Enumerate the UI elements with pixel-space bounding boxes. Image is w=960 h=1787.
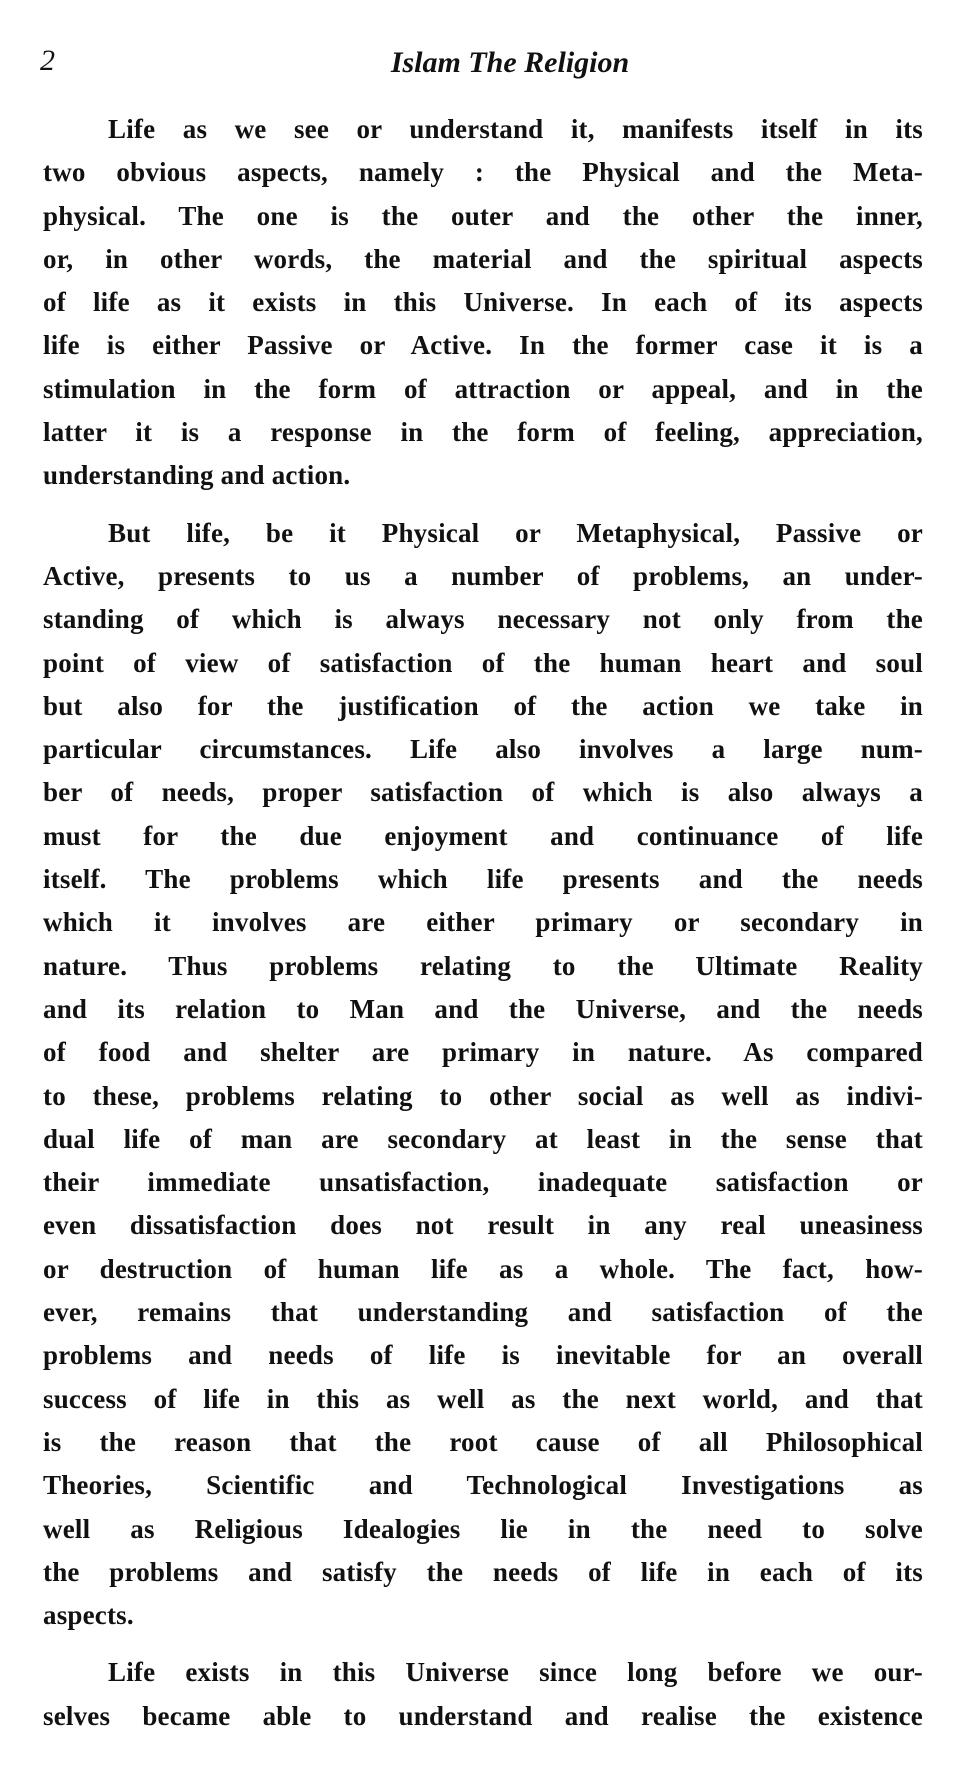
text-line: their immediate unsatisfaction, inadequate satisfaction or	[43, 1167, 923, 1198]
text-line: latter it is a response in the form of feeling, appreciation,	[43, 417, 923, 448]
text-line: ber of needs, proper satisfaction of which is also always a	[43, 777, 923, 808]
text-line: well as Religious Idealogies lie in the need to solve	[43, 1513, 923, 1544]
text-line: and its relation to Man and the Universe, and the needs	[43, 993, 923, 1024]
text-line: particular circumstances. Life also involves a large num-	[43, 734, 923, 765]
paragraph-3	[43, 1651, 923, 1738]
text-line: Life as we see or understand it, manifests itself in its	[108, 114, 923, 144]
body-text	[43, 108, 923, 1752]
text-line: point of view of satisfaction of the human heart and soul	[43, 647, 923, 678]
text-line: Theories, Scientific and Technological Investigations as	[43, 1470, 923, 1501]
page-header	[40, 44, 920, 84]
text-line: Life exists in this Universe since long before we our-	[108, 1657, 923, 1688]
text-line: physical. The one is the outer and the other the inner,	[43, 200, 923, 231]
text-line: is the reason that the root cause of all Philosophical	[43, 1426, 923, 1457]
text-line: ever, remains that understanding and satisfaction of the	[43, 1297, 923, 1328]
text-line: to these, problems relating to other social as well as indivi-	[43, 1080, 923, 1111]
text-line: standing of which is always necessary not only from the	[43, 604, 923, 635]
text-line: selves became able to understand and realise the existence	[43, 1700, 923, 1731]
text-line: life is either Passive or Active. In the former case it is a	[43, 330, 923, 361]
paragraph-2	[43, 512, 923, 1638]
text-line: problems and needs of life is inevitable for an overall	[43, 1340, 923, 1371]
text-line: of life as it exists in this Universe. In each of its aspects	[43, 287, 923, 318]
running-title: Islam The Religion	[390, 46, 630, 79]
text-line: itself. The problems which life presents and the needs	[43, 864, 923, 895]
text-line: aspects.	[43, 1600, 134, 1631]
page-number: 2	[40, 44, 55, 77]
text-line: Active, presents to us a number of problems, an under-	[43, 560, 923, 591]
text-line: nature. Thus problems relating to the Ultimate Reality	[43, 950, 923, 981]
text-line: two obvious aspects, namely : the Physical and the Meta-	[43, 157, 923, 188]
text-line: understanding and action.	[43, 460, 351, 491]
text-line: or destruction of human life as a whole. The fact, how-	[43, 1253, 923, 1284]
text-line: the problems and satisfy the needs of life in each of its	[43, 1556, 923, 1587]
text-line: but also for the justification of the action we take in	[43, 690, 923, 721]
text-line: even dissatisfaction does not result in any real uneasiness	[43, 1210, 923, 1241]
text-line: But life, be it Physical or Metaphysical, Passive or	[108, 517, 923, 548]
text-line: success of life in this as well as the next world, and that	[43, 1383, 923, 1414]
text-line: dual life of man are secondary at least in the sense that	[43, 1123, 923, 1154]
paragraph-1	[43, 108, 923, 498]
text-line: stimulation in the form of attraction or appeal, and in the	[43, 373, 923, 404]
text-line: must for the due enjoyment and continuance of life	[43, 820, 923, 851]
text-line: which it involves are either primary or secondary in	[43, 907, 923, 938]
text-line: or, in other words, the material and the spiritual aspects	[43, 243, 923, 274]
text-line: of food and shelter are primary in nature. As compared	[43, 1037, 923, 1068]
